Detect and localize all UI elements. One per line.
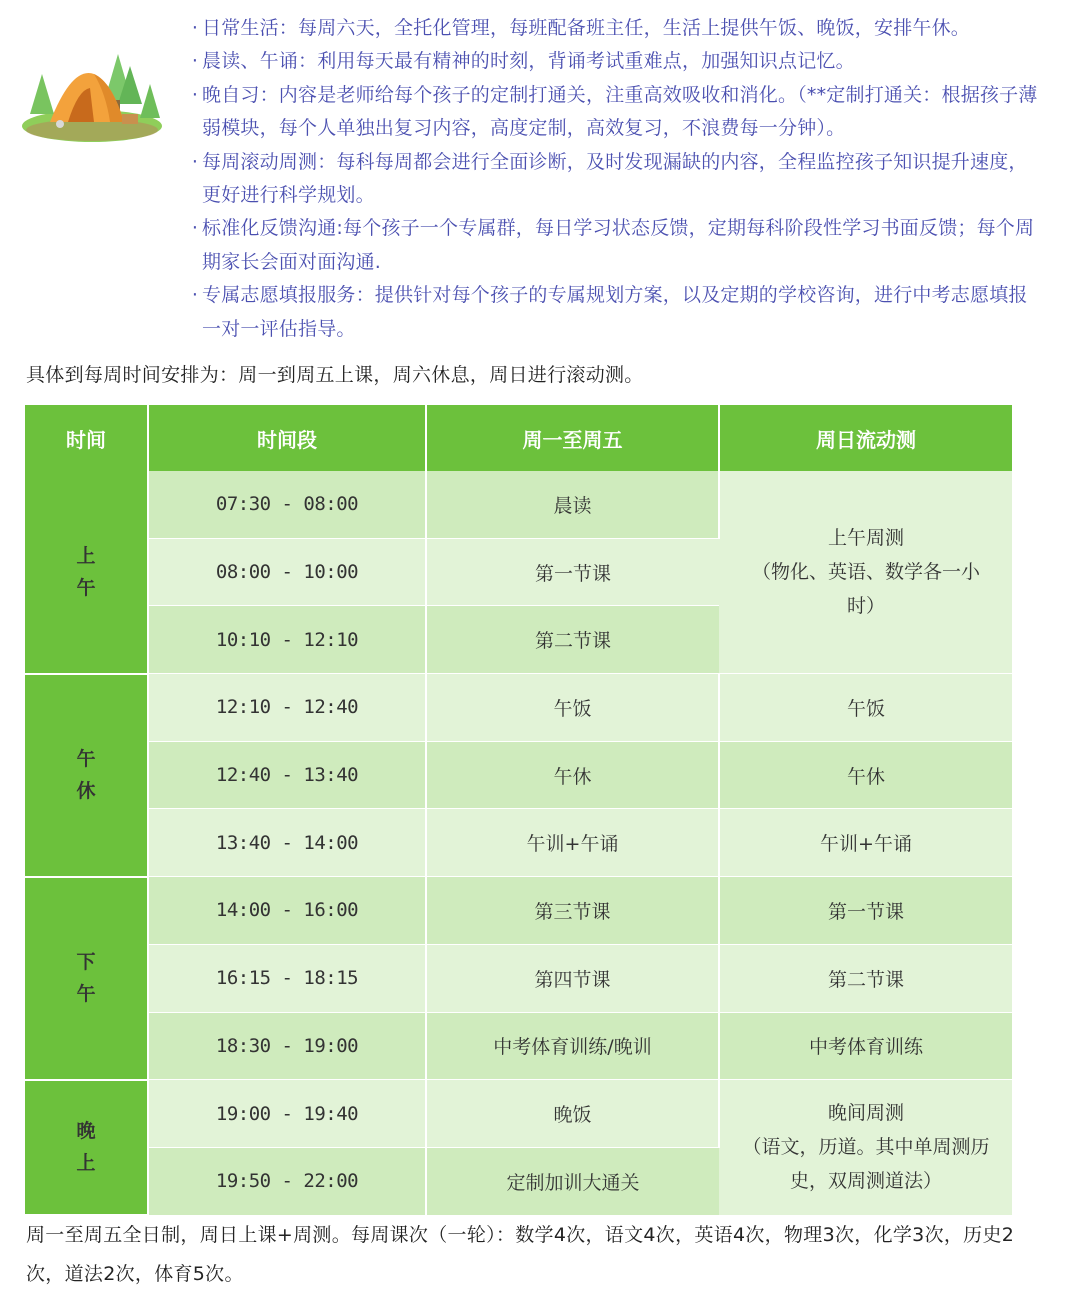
weekly-lesson-summary: 周一至周五全日制，周日上课+周测。每周课次（一轮）：数学4次，语文4次，英语4次，物理3次，化学3次，历史2次，道法2次，体育5次。	[26, 1224, 1015, 1285]
table-row	[25, 944, 1012, 1012]
period-char: 午	[76, 748, 96, 771]
bullet-dot: ·	[191, 83, 199, 106]
sunday-evening-test	[719, 1080, 1012, 1215]
time-slot: 08:00 - 10:00	[148, 538, 426, 606]
period-char: 午	[76, 983, 96, 1006]
schedule-intro: 具体到每周时间安排为：周一到周五上课，周六休息，周日进行滚动测。	[26, 364, 644, 386]
bullet-dot: ·	[191, 50, 199, 73]
weekday-activity: 第三节课	[426, 877, 719, 945]
sunday-morning-title: 上午周测	[827, 527, 904, 550]
camping-tent-illustration	[20, 44, 170, 144]
time-slot: 13:40 - 14:00	[148, 809, 426, 877]
header-weekday: 周一至周五	[426, 405, 719, 471]
sunday-activity: 中考体育训练	[719, 1012, 1012, 1080]
weekday-activity: 午休	[426, 741, 719, 809]
sunday-morning-detail: （物化、英语、数学各一小	[751, 561, 980, 584]
table-row	[25, 1080, 1012, 1148]
period-afternoon	[25, 877, 148, 1080]
bullet-dot: ·	[191, 284, 199, 307]
bullet-text: 专属志愿填报服务：提供针对每个孩子的专属规划方案，以及定期的学校咨询，进行中考志愿填报一对一评估指导。	[202, 284, 1028, 340]
table-row	[25, 877, 1012, 945]
time-slot: 18:30 - 19:00	[148, 1012, 426, 1080]
feature-bullet-list	[188, 12, 1038, 346]
weekday-activity: 午饭	[426, 674, 719, 742]
table-row	[25, 674, 1012, 742]
sunday-activity: 午休	[719, 741, 1012, 809]
weekday-activity: 午训+午诵	[426, 809, 719, 877]
bullet-dot: ·	[191, 150, 199, 173]
table-row	[25, 471, 1012, 538]
header-sunday: 周日流动测	[719, 405, 1012, 471]
table-row	[25, 809, 1012, 877]
bullet-application-service	[188, 279, 1038, 346]
weekday-activity: 晨读	[426, 471, 719, 538]
bullet-dot: ·	[191, 217, 199, 240]
period-char: 上	[76, 544, 96, 567]
sunday-evening-title: 晚间周测	[827, 1102, 904, 1125]
time-slot: 19:00 - 19:40	[148, 1080, 426, 1148]
period-evening	[25, 1080, 148, 1215]
bullet-text: 晚自习：内容是老师给每个孩子的定制打通关，注重高效吸收和消化。（**定制打通关：根据孩子薄弱模块，每个人单独出复习内容，高度定制，高效复习，不浪费每一分钟）。	[202, 83, 1038, 140]
bullet-evening-study	[188, 79, 1038, 146]
weekday-activity: 第一节课	[426, 538, 719, 606]
time-slot: 19:50 - 22:00	[148, 1147, 426, 1215]
weekday-activity: 第二节课	[426, 606, 719, 674]
sunday-activity: 午饭	[719, 674, 1012, 742]
bullet-text: 日常生活：每周六天，全托化管理，每班配备班主任，生活上提供午饭、晚饭，安排午休。	[202, 17, 971, 39]
period-morning	[25, 471, 148, 674]
sunday-morning-detail-end: 时）	[846, 595, 885, 618]
bullet-text: 标准化反馈沟通:每个孩子一个专属群，每日学习状态反馈，定期每科阶段性学习书面反馈；每个周期家长会面对面沟通.	[202, 217, 1035, 273]
weekday-activity: 第四节课	[426, 944, 719, 1012]
period-char: 休	[76, 780, 96, 803]
time-slot: 16:15 - 18:15	[148, 944, 426, 1012]
time-slot: 07:30 - 08:00	[148, 471, 426, 538]
bullet-text: 每周滚动周测：每科每周都会进行全面诊断，及时发现漏缺的内容，全程监控孩子知识提升速度，更好进行科学规划。	[202, 150, 1028, 207]
period-noon	[25, 674, 148, 877]
sunday-morning-test	[719, 471, 1012, 674]
period-char: 上	[76, 1152, 96, 1175]
bullet-weekly-test	[188, 146, 1038, 213]
period-char: 下	[76, 951, 96, 974]
sunday-activity: 第二节课	[719, 944, 1012, 1012]
table-row	[25, 1012, 1012, 1080]
time-slot: 14:00 - 16:00	[148, 877, 426, 945]
sunday-activity: 午训+午诵	[719, 809, 1012, 877]
bullet-feedback	[188, 212, 1038, 279]
sunday-evening-detail-end: 史，双周测道法）	[789, 1170, 942, 1193]
weekly-schedule-table	[25, 405, 1012, 1216]
bullet-text: 晨读、午诵：利用每天最有精神的时刻，背诵考试重难点，加强知识点记忆。	[202, 50, 855, 73]
table-row	[25, 741, 1012, 809]
header-time: 时间	[25, 405, 148, 471]
time-slot: 12:10 - 12:40	[148, 674, 426, 742]
bullet-daily-life	[188, 12, 1038, 45]
weekday-activity: 中考体育训练/晚训	[426, 1012, 719, 1080]
weekday-activity: 定制加训大通关	[426, 1147, 719, 1215]
time-slot: 12:40 - 13:40	[148, 741, 426, 809]
sunday-evening-detail: （语文，历道。其中单周测历	[742, 1136, 990, 1159]
sunday-activity: 第一节课	[719, 877, 1012, 945]
weekday-activity: 晚饭	[426, 1080, 719, 1148]
time-slot: 10:10 - 12:10	[148, 606, 426, 674]
table-header-row	[25, 405, 1012, 471]
period-char: 晚	[76, 1120, 96, 1143]
bullet-dot: ·	[191, 17, 199, 39]
header-time-slot: 时间段	[148, 405, 426, 471]
bullet-morning-reading	[188, 45, 1038, 78]
period-char: 午	[76, 576, 96, 599]
